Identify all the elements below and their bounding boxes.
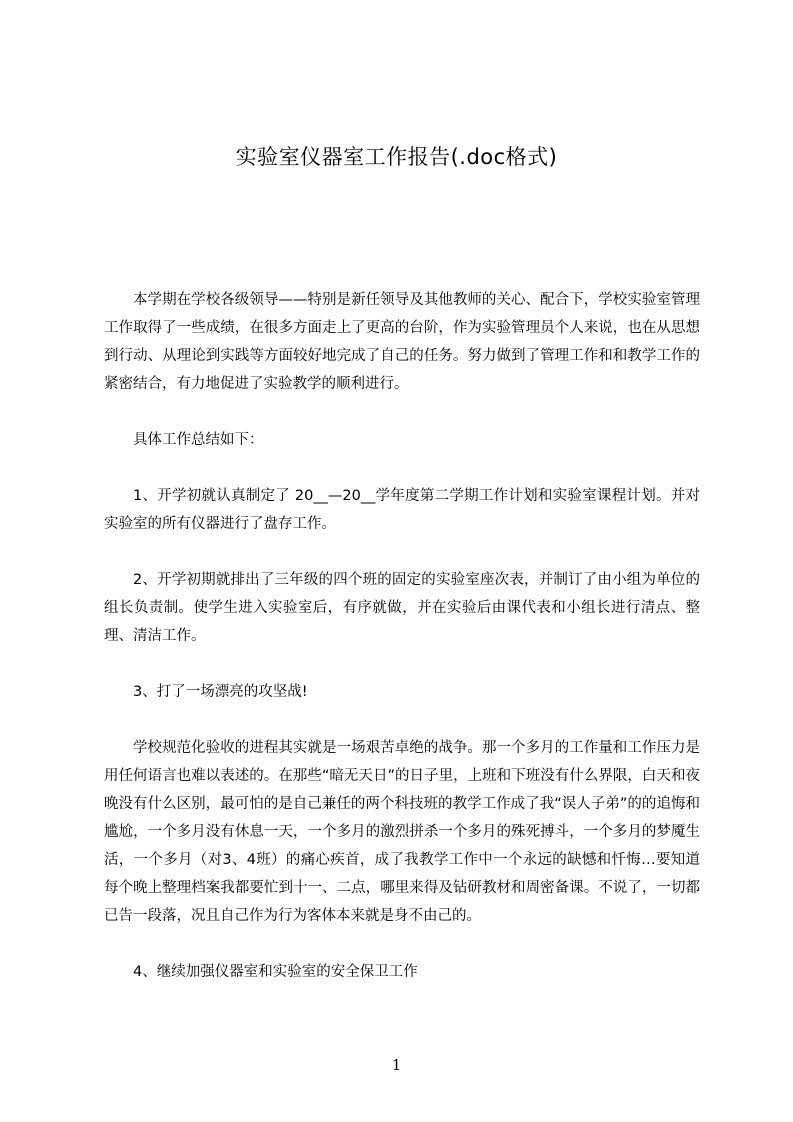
- paragraph-item-4: 4、继续加强仪器室和实验室的安全保卫工作: [133, 964, 418, 980]
- paragraph-item-1: 1、开学初就认真制定了 20__—20__学年度第二学期工作计划和实验室课程计划。并对实验室的所有仪器进行了盘存工作。: [104, 488, 700, 532]
- paragraph-summary-heading: 具体工作总结如下：: [133, 432, 264, 448]
- document-title: 实验室仪器室工作报告(.doc格式): [235, 145, 558, 169]
- page-number: 1: [391, 1056, 402, 1074]
- paragraph-item-3-detail: 学校规范化验收的进程其实就是一场艰苦卓绝的战争。那一个多月的工作量和工作压力是用任何语言也难以表述的。在那些“暗无天日”的日子里，上班和下班没有什么界限，白天和夜晚没有什么区别，最可怕的是自己兼任的两个科技班的教学工作成了我“误人子弟”的的追悔和尴尬，一个多月没有休息一天，一个多月的激烈拼杀一个多月的殊死搏斗，一个多月的梦魇生活，一个多月（对3、4班）的痛心疾首，成了我教学工作中一个永远的缺憾和忏悔…要知道每个晚上整理档案我都要忙到十一、二点，哪里来得及钻研教材和周密备课。不说了，一切都已告一段落，况且自己作为行为客体本来就是身不由己的。: [104, 740, 700, 924]
- paragraph-item-2: 2、开学初期就排出了三年级的四个班的固定的实验室座次表，并制订了由小组为单位的组长负责制。使学生进入实验室后，有序就做，并在实验后由课代表和小组长进行清点、整理、清洁工作。: [104, 572, 700, 644]
- document-body: [104, 286, 700, 1014]
- paragraph-intro: 本学期在学校各级领导——特别是新任领导及其他教师的关心、配合下，学校实验室管理工作取得了一些成绩，在很多方面走上了更高的台阶，作为实验管理员个人来说，也在从思想到行动、从理论到实践等方面较好地完成了自己的任务。努力做到了管理工作和和教学工作的紧密结合，有力地促进了实验教学的顺利进行。: [104, 292, 700, 392]
- paragraph-item-3: 3、打了一场漂亮的攻坚战!: [133, 684, 308, 700]
